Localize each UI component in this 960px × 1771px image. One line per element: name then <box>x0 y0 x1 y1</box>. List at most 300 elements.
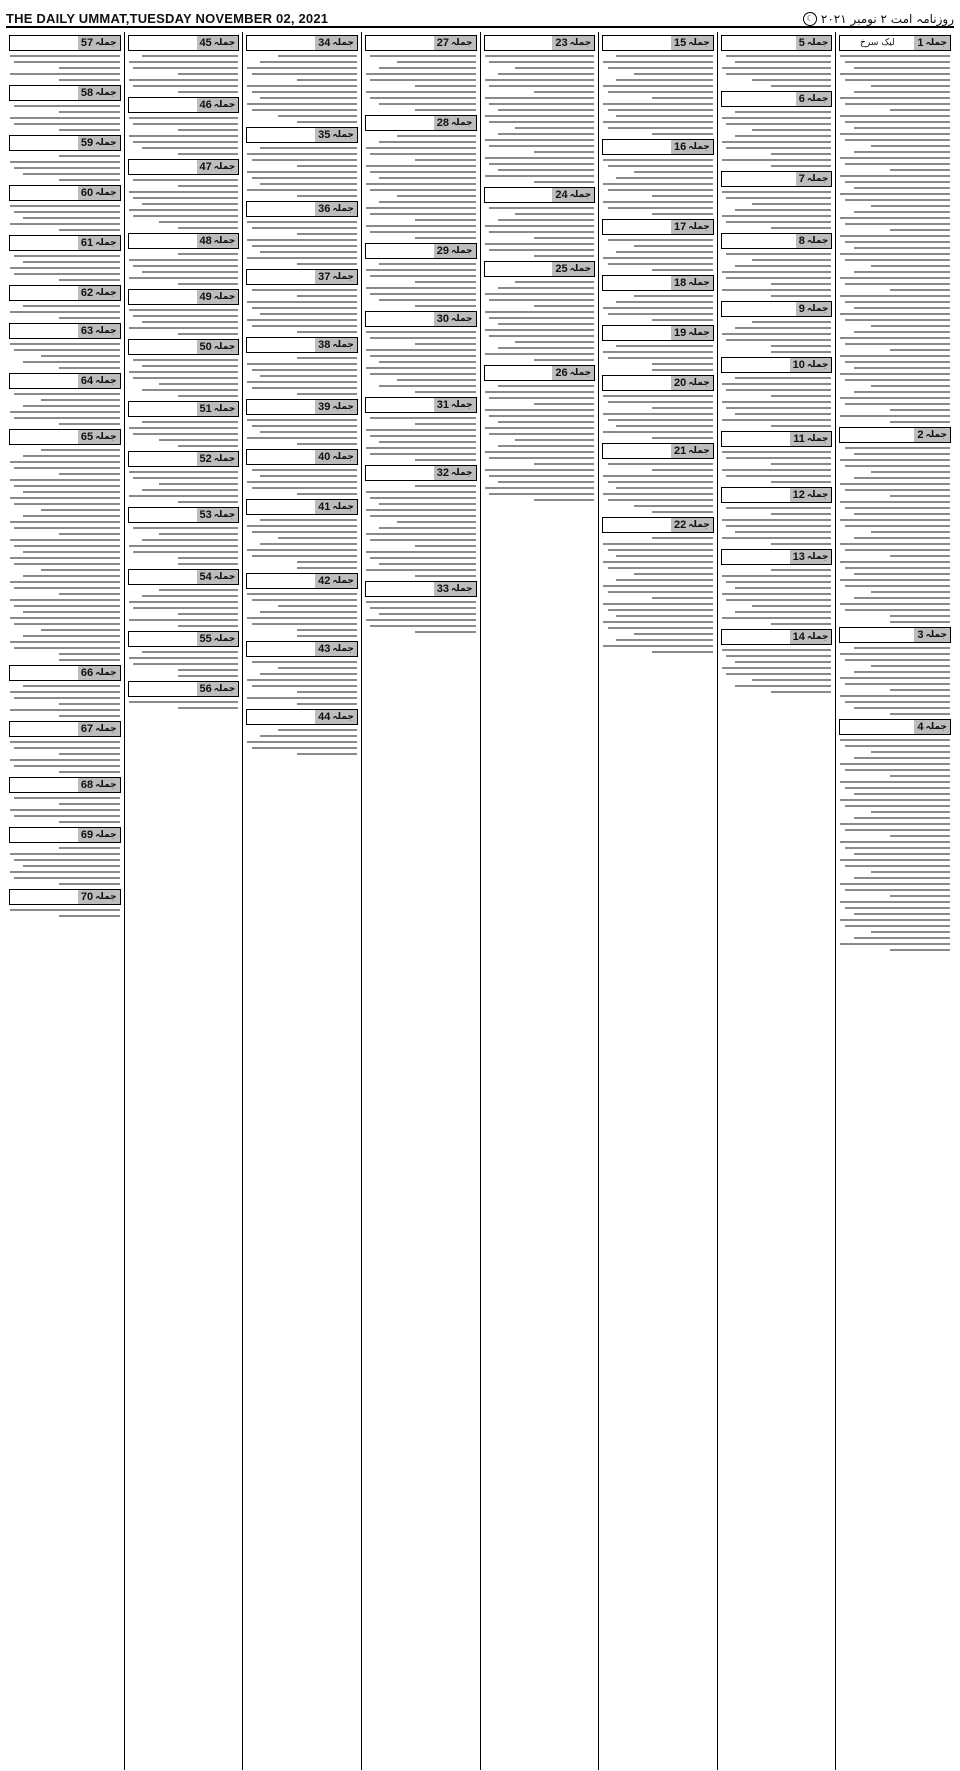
text-line <box>489 493 594 495</box>
text-line <box>129 701 239 703</box>
classified-number-box <box>197 340 239 354</box>
text-line <box>845 283 950 285</box>
classified-number-box <box>197 290 239 304</box>
text-line <box>854 187 950 189</box>
text-line <box>845 343 950 345</box>
classified-number: 46 <box>199 99 212 111</box>
text-line <box>23 865 119 867</box>
text-line <box>722 537 832 539</box>
classified-header <box>365 243 477 259</box>
text-line <box>534 151 594 153</box>
text-line <box>159 533 238 535</box>
text-line <box>722 289 832 291</box>
classified-header <box>839 427 951 443</box>
text-line <box>133 141 238 143</box>
classified-body-text <box>246 357 358 395</box>
classified-number-prefix: جملہ <box>569 264 592 274</box>
text-line <box>10 461 120 463</box>
text-line <box>129 61 239 63</box>
text-line <box>845 121 950 123</box>
classified-number-box <box>197 452 239 466</box>
text-line <box>260 673 356 675</box>
classified-item <box>721 301 833 353</box>
text-line <box>14 467 119 469</box>
text-line <box>771 543 831 545</box>
classified-number-prefix: جملہ <box>213 38 236 48</box>
text-line <box>840 823 950 825</box>
classified-number-box <box>315 574 357 588</box>
classified-number: 38 <box>318 339 331 351</box>
text-line <box>142 321 238 323</box>
text-line <box>129 619 239 621</box>
text-line <box>771 425 831 427</box>
classified-header <box>9 889 121 905</box>
text-line <box>415 391 475 393</box>
classified-number: 26 <box>555 367 568 379</box>
classified-number: 19 <box>674 327 687 339</box>
text-line <box>415 343 475 345</box>
text-line <box>142 147 238 149</box>
text-line <box>366 165 476 167</box>
text-line <box>370 435 475 437</box>
classified-number-box <box>790 630 832 644</box>
text-line <box>178 395 238 397</box>
classified-title <box>366 312 434 326</box>
classified-item <box>839 427 951 623</box>
text-line <box>178 707 238 709</box>
classified-number: 62 <box>80 287 94 299</box>
classified-item <box>365 311 477 393</box>
text-line <box>652 369 712 371</box>
text-line <box>366 73 476 75</box>
text-line <box>59 847 119 849</box>
text-line <box>41 509 120 511</box>
text-line <box>178 445 238 447</box>
classified-item <box>9 721 121 773</box>
text-line <box>59 715 119 717</box>
classified-header <box>128 631 240 647</box>
classified-title <box>129 452 197 466</box>
classified-number: 35 <box>318 129 331 141</box>
classified-item <box>721 431 833 483</box>
classified-number-box <box>671 326 713 340</box>
text-line <box>722 667 832 669</box>
classified-header <box>721 549 833 565</box>
text-line <box>159 383 238 385</box>
text-line <box>722 191 832 193</box>
text-line <box>854 91 950 93</box>
classified-item <box>246 573 358 637</box>
text-line <box>247 171 357 173</box>
classified-title <box>840 720 914 734</box>
text-line <box>608 189 713 191</box>
classified-number-prefix: جملہ <box>688 142 710 152</box>
text-line <box>534 91 594 93</box>
classified-item <box>128 289 240 335</box>
text-line <box>840 859 950 861</box>
classified-header <box>128 507 240 523</box>
text-line <box>252 307 357 309</box>
text-line <box>297 703 357 705</box>
text-line <box>159 221 238 223</box>
text-line <box>854 211 950 213</box>
text-line <box>854 513 950 515</box>
text-line <box>485 115 595 117</box>
classified-number: 9 <box>798 303 805 315</box>
text-line <box>252 487 357 489</box>
classified-title <box>10 778 78 792</box>
text-line <box>634 171 713 173</box>
classified-title <box>247 400 315 414</box>
text-line <box>59 129 119 131</box>
classified-number-prefix: جملہ <box>451 38 473 48</box>
text-line <box>41 569 120 571</box>
text-line <box>252 555 357 557</box>
text-line <box>366 429 476 431</box>
classified-header <box>9 323 121 339</box>
text-line <box>59 317 119 319</box>
text-line <box>178 613 238 615</box>
text-line <box>59 771 119 773</box>
text-line <box>726 599 831 601</box>
text-line <box>10 557 120 559</box>
classified-number: 2 <box>917 429 924 441</box>
text-line <box>603 585 713 587</box>
text-line <box>379 385 475 387</box>
classified-body-text <box>246 147 358 197</box>
classified-number: 32 <box>436 467 450 479</box>
text-line <box>59 367 119 369</box>
text-line <box>10 267 120 269</box>
classified-number-prefix: جملہ <box>806 434 829 444</box>
text-line <box>890 713 950 715</box>
text-line <box>634 573 713 575</box>
text-line <box>14 563 119 565</box>
text-line <box>840 355 950 357</box>
text-line <box>840 459 950 461</box>
text-line <box>23 491 119 493</box>
text-line <box>515 439 594 441</box>
text-line <box>752 321 831 323</box>
text-line <box>370 189 475 191</box>
text-line <box>59 179 119 181</box>
text-line <box>59 423 119 425</box>
classified-header <box>721 233 833 249</box>
text-line <box>297 295 357 297</box>
classified-number-box <box>434 244 476 258</box>
classified-item <box>128 631 240 677</box>
text-line <box>489 299 594 301</box>
classified-number: 70 <box>80 891 94 903</box>
text-line <box>634 245 713 247</box>
text-line <box>297 753 357 755</box>
text-line <box>10 521 120 523</box>
text-line <box>260 735 356 737</box>
classified-number-box <box>197 570 239 584</box>
text-line <box>415 85 475 87</box>
text-line <box>498 73 594 75</box>
text-line <box>498 109 594 111</box>
text-line <box>854 671 950 673</box>
text-line <box>608 567 713 569</box>
classified-item <box>602 139 714 215</box>
classified-header <box>128 451 240 467</box>
classified-item <box>128 97 240 155</box>
classified-header <box>246 337 358 353</box>
text-line <box>159 439 238 441</box>
column-7 <box>124 32 243 1770</box>
text-line <box>652 319 712 321</box>
classified-item <box>721 549 833 625</box>
text-line <box>771 295 831 297</box>
classified-title <box>603 326 671 340</box>
text-line <box>10 641 120 643</box>
classified-number-box <box>796 92 832 106</box>
text-line <box>845 259 950 261</box>
text-line <box>634 633 713 635</box>
text-line <box>603 413 713 415</box>
text-line <box>652 195 712 197</box>
text-line <box>247 239 357 241</box>
text-line <box>871 385 950 387</box>
classified-item <box>721 35 833 87</box>
classified-header <box>246 709 358 725</box>
classified-item <box>721 91 833 167</box>
text-line <box>252 469 357 471</box>
text-line <box>59 67 119 69</box>
text-line <box>489 85 594 87</box>
text-line <box>366 91 476 93</box>
classified-header <box>128 569 240 585</box>
classified-number-prefix: جملہ <box>451 400 473 410</box>
text-line <box>840 519 950 521</box>
text-line <box>890 495 950 497</box>
classified-item <box>9 889 121 917</box>
text-line <box>247 481 357 483</box>
text-line <box>726 389 831 391</box>
classified-title <box>10 828 78 842</box>
classified-item <box>365 243 477 307</box>
classified-title <box>722 234 796 248</box>
text-line <box>616 639 712 641</box>
text-line <box>10 691 120 693</box>
classified-number: 11 <box>793 433 805 445</box>
classified-number-prefix: جملہ <box>95 88 117 98</box>
text-line <box>840 677 950 679</box>
classified-body-text <box>602 159 714 215</box>
text-line <box>10 117 120 119</box>
classified-number: 69 <box>80 829 94 841</box>
text-line <box>652 213 712 215</box>
classified-number-prefix: جملہ <box>806 94 829 104</box>
classified-title <box>247 574 315 588</box>
classified-header <box>9 235 121 251</box>
classified-body-text <box>128 471 240 503</box>
text-line <box>771 227 831 229</box>
classified-title <box>10 430 78 444</box>
text-line <box>726 197 831 199</box>
text-line <box>840 97 950 99</box>
classified-header <box>246 201 358 217</box>
text-line <box>652 469 712 471</box>
classified-number: 47 <box>199 161 212 173</box>
classified-body-text <box>484 281 596 361</box>
classified-number-box <box>78 430 120 444</box>
text-line <box>370 337 475 339</box>
classified-title <box>129 402 197 416</box>
text-line <box>178 73 238 75</box>
text-line <box>871 85 950 87</box>
classified-header <box>721 35 833 51</box>
text-line <box>871 205 950 207</box>
text-line <box>14 393 119 395</box>
classified-title <box>840 428 914 442</box>
text-line <box>260 475 356 477</box>
text-line <box>247 67 357 69</box>
classified-body-text <box>365 55 477 111</box>
text-line <box>771 481 831 483</box>
text-line <box>247 319 357 321</box>
classified-header <box>721 91 833 107</box>
text-line <box>722 617 832 619</box>
classified-body-text <box>128 421 240 447</box>
text-line <box>133 359 238 361</box>
text-line <box>252 245 357 247</box>
classified-body-text <box>365 601 477 633</box>
text-line <box>10 709 120 711</box>
text-line <box>603 395 713 397</box>
classified-number-box <box>78 136 120 150</box>
text-line <box>845 403 950 405</box>
classified-body-text <box>9 393 121 425</box>
classified-number-prefix: جملہ <box>569 190 592 200</box>
classified-item <box>365 581 477 633</box>
classified-title <box>247 338 315 352</box>
text-line <box>133 551 238 553</box>
classified-title <box>722 488 790 502</box>
text-line <box>608 463 713 465</box>
classified-title <box>485 262 553 276</box>
text-line <box>616 579 712 581</box>
classified-number-prefix: جملہ <box>213 510 236 520</box>
text-line <box>366 207 476 209</box>
text-line <box>616 115 712 117</box>
text-line <box>854 647 950 649</box>
column-4 <box>480 32 599 1770</box>
classified-header <box>365 581 477 597</box>
text-line <box>485 409 595 411</box>
classified-number-prefix: جملہ <box>95 892 117 902</box>
classified-item <box>128 451 240 503</box>
classified-number: 57 <box>80 37 94 49</box>
classified-number-box <box>197 36 239 50</box>
text-line <box>534 359 594 361</box>
classified-number-prefix: جملہ <box>925 722 947 732</box>
text-line <box>722 141 832 143</box>
classified-body-text <box>9 847 121 885</box>
text-line <box>485 225 595 227</box>
text-line <box>10 311 120 313</box>
classified-title <box>722 630 790 644</box>
text-line <box>890 895 950 897</box>
classified-number-box <box>790 550 832 564</box>
text-line <box>871 471 950 473</box>
classified-title <box>366 116 434 130</box>
text-line <box>415 423 475 425</box>
text-line <box>498 169 594 171</box>
classified-item <box>246 399 358 445</box>
classified-title <box>129 508 197 522</box>
classified-title <box>129 160 197 174</box>
text-line <box>871 665 950 667</box>
text-line <box>722 215 832 217</box>
classified-body-text <box>602 395 714 439</box>
classified-number-prefix: جملہ <box>213 342 236 352</box>
text-line <box>366 533 476 535</box>
classified-number-prefix: جملہ <box>213 236 236 246</box>
text-line <box>489 457 594 459</box>
classified-number: 48 <box>199 235 212 247</box>
column-2 <box>717 32 836 1770</box>
classified-body-text <box>602 345 714 371</box>
text-line <box>59 883 119 885</box>
classified-number-prefix: جملہ <box>332 502 354 512</box>
text-line <box>608 165 713 167</box>
text-line <box>260 519 356 521</box>
classified-body-text <box>602 537 714 653</box>
classified-number-box <box>914 720 950 734</box>
text-line <box>771 283 831 285</box>
text-line <box>485 175 595 177</box>
classified-number-box <box>914 628 950 642</box>
text-line <box>634 295 713 297</box>
classified-number-prefix: جملہ <box>213 100 236 110</box>
classified-header <box>602 219 714 235</box>
text-line <box>603 645 713 647</box>
classified-number-prefix: جملہ <box>806 304 829 314</box>
text-line <box>854 367 950 369</box>
text-line <box>752 605 831 607</box>
text-line <box>260 147 356 149</box>
column-1 <box>835 32 954 1770</box>
text-line <box>722 519 832 521</box>
classified-body-text <box>602 463 714 513</box>
text-line <box>603 621 713 623</box>
classified-number-prefix: جملہ <box>688 378 710 388</box>
classified-body-text <box>721 55 833 87</box>
text-line <box>845 683 950 685</box>
classified-number: 40 <box>318 451 331 463</box>
text-line <box>890 421 950 423</box>
text-line <box>366 551 476 553</box>
text-line <box>278 115 357 117</box>
text-line <box>370 625 475 627</box>
classified-item <box>839 35 951 423</box>
classified-number: 65 <box>80 431 94 443</box>
text-line <box>854 453 950 455</box>
classified-number-prefix: جملہ <box>332 272 354 282</box>
text-line <box>652 511 712 513</box>
text-line <box>133 197 238 199</box>
text-line <box>608 239 713 241</box>
classified-title <box>366 36 434 50</box>
classified-body-text <box>9 155 121 181</box>
text-line <box>297 233 357 235</box>
classified-number: 31 <box>436 399 450 411</box>
text-line <box>10 479 120 481</box>
text-line <box>278 55 357 57</box>
classified-number-prefix: جملہ <box>451 246 473 256</box>
